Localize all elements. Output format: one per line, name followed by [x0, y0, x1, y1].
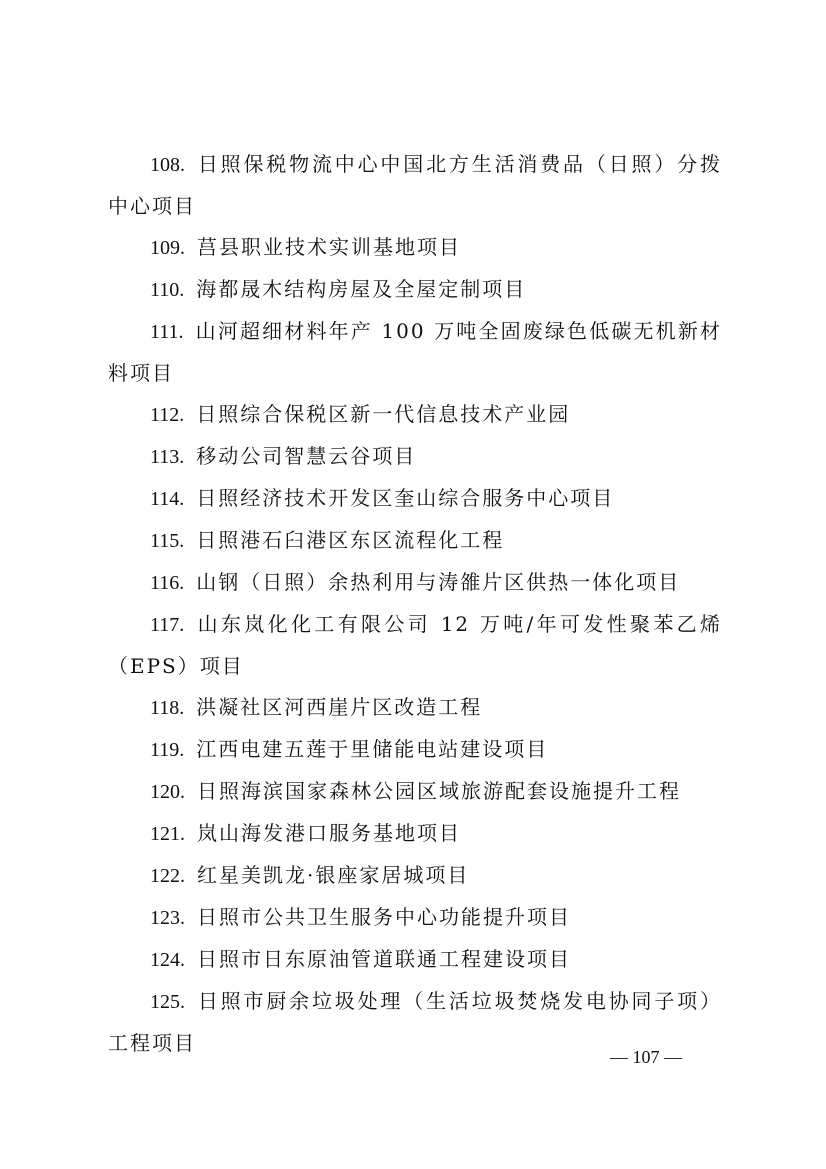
list-item — [108, 269, 722, 311]
list-item — [108, 604, 722, 687]
list-item — [108, 813, 722, 855]
item-number: 124. — [150, 949, 185, 971]
item-number: 109. — [150, 237, 185, 259]
item-number: 118. — [150, 697, 185, 719]
item-number: 119. — [150, 739, 185, 761]
item-number: 114. — [150, 488, 185, 510]
item-text: 莒县职业技术实训基地项目 — [197, 235, 461, 259]
item-number: 120. — [150, 781, 185, 803]
list-item — [108, 144, 722, 227]
item-text: 红星美凯龙·银座家居城项目 — [197, 863, 470, 887]
item-number: 111. — [150, 321, 184, 343]
item-number: 116. — [150, 572, 185, 594]
item-text: 日照市公共卫生服务中心功能提升项目 — [197, 905, 571, 929]
item-number: 121. — [150, 823, 185, 845]
page-number: — 107 — — [610, 1047, 682, 1067]
list-item — [108, 394, 722, 436]
list-item — [108, 687, 722, 729]
item-text: 日照市厨余垃圾处理（生活垃圾焚烧发电协同子项）工程项目 — [108, 989, 722, 1055]
item-text: 日照经济技术开发区奎山综合服务中心项目 — [196, 486, 615, 510]
list-item — [108, 855, 722, 897]
item-number: 117. — [150, 614, 185, 636]
list-item — [108, 311, 722, 394]
item-text: 山东岚化化工有限公司 12 万吨/年可发性聚苯乙烯（EPS）项目 — [108, 612, 722, 678]
item-number: 110. — [150, 279, 185, 301]
list-item — [108, 436, 722, 478]
item-text: 洪凝社区河西崖片区改造工程 — [196, 695, 483, 719]
list-item — [108, 729, 722, 771]
item-text: 日照海滨国家森林公园区域旅游配套设施提升工程 — [197, 779, 681, 803]
item-text: 日照保税物流中心中国北方生活消费品（日照）分拨中心项目 — [108, 152, 722, 218]
item-number: 113. — [150, 446, 185, 468]
item-number: 108. — [150, 154, 185, 176]
item-text: 移动公司智慧云谷项目 — [196, 444, 417, 468]
item-text: 海都晟木结构房屋及全屋定制项目 — [196, 277, 527, 301]
list-item — [108, 520, 722, 562]
list-item — [108, 771, 722, 813]
item-text: 日照市日东原油管道联通工程建设项目 — [197, 947, 571, 971]
list-item — [108, 562, 722, 604]
item-text: 江西电建五莲于里储能电站建设项目 — [196, 737, 549, 761]
list-item — [108, 897, 722, 939]
project-list — [108, 144, 722, 1064]
item-number: 123. — [150, 907, 185, 929]
item-text: 岚山海发港口服务基地项目 — [197, 821, 461, 845]
item-text: 山钢（日照）余热利用与涛雒片区供热一体化项目 — [196, 570, 681, 594]
item-text: 日照综合保税区新一代信息技术产业园 — [196, 402, 571, 426]
item-text: 山河超细材料年产 100 万吨全固废绿色低碳无机新材料项目 — [108, 319, 722, 385]
item-text: 日照港石臼港区东区流程化工程 — [196, 528, 505, 552]
item-number: 112. — [150, 404, 185, 426]
list-item — [108, 227, 722, 269]
item-number: 125. — [150, 991, 185, 1013]
item-number: 115. — [150, 530, 185, 552]
list-item — [108, 939, 722, 981]
list-item — [108, 478, 722, 520]
item-number: 122. — [150, 865, 185, 887]
